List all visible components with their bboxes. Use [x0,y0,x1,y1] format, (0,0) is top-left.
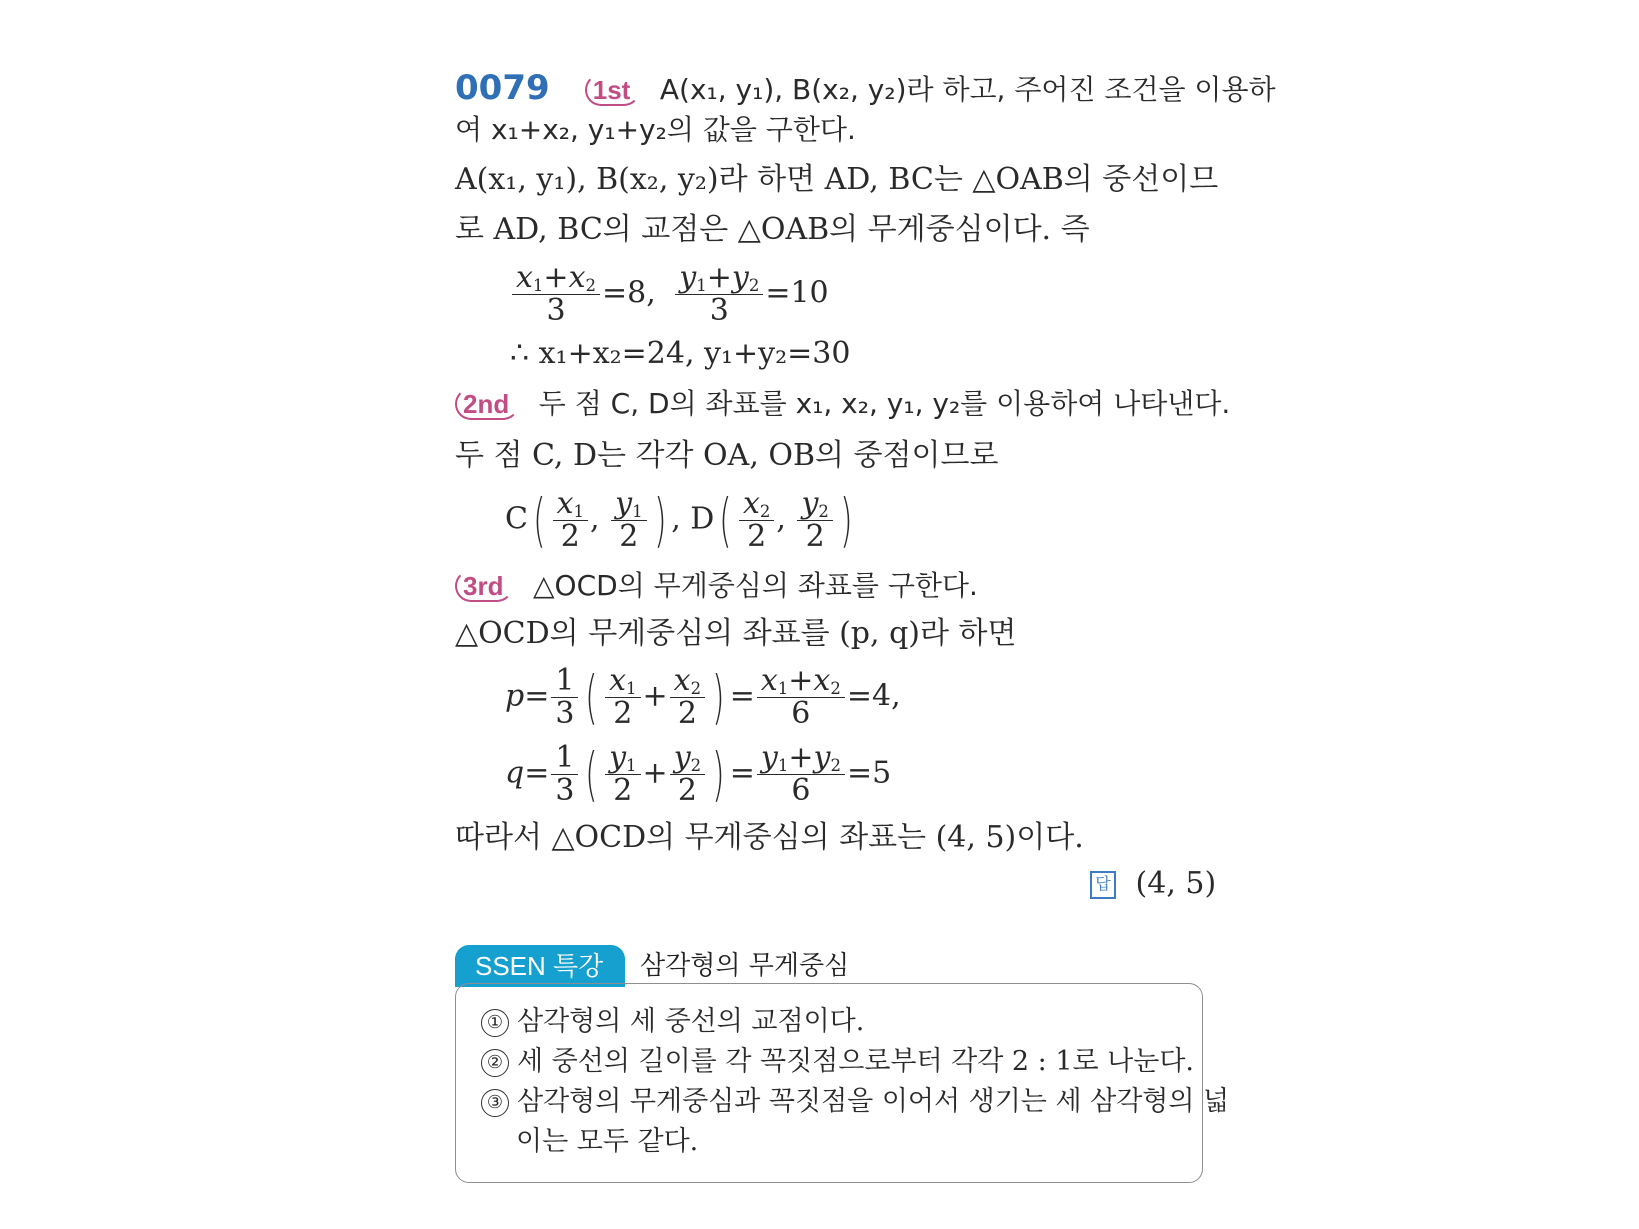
tip-item-2-text: 세 중선의 길이를 각 꼭짓점으로부터 각각 2 : 1로 나눈다. [517,1046,1194,1077]
step-3-row [455,566,978,606]
problem-header [455,68,1276,110]
tip-item-3-cont: 이는 모두 같다. [516,1126,699,1157]
equation-q: q= $\frac{1}{3}$ ( $\frac{y_1}{2}$ + $\frac{y_2}{2}$ ) = $\frac{y_1+y_2}{6}$ =5 [505,740,892,809]
step-3-text: △OCD의 무게중심의 좌표를 구한다. [533,569,978,602]
tip-item-3-text: 삼각형의 무게중심과 꼭짓점을 이어서 생기는 세 삼각형의 넓 [517,1086,1230,1117]
equation-p: p= $\frac{1}{3}$ ( $\frac{x_1}{2}$ + $\frac{x_2}{2}$ ) = $\frac{x_1+x_2}{6}$ =4, [505,663,901,732]
tip-marker-3: ③ [481,1089,509,1117]
tip-item-1 [481,1002,864,1042]
tip-box [455,983,1230,1183]
equation-centroid: $\frac{x_1+x_2}{3}$ =8, $\frac{y_1+y_2}{3}$ =10 [510,262,829,327]
conclusion: 따라서 △OCD의 무게중심의 좌표는 (4, 5)이다. [455,820,1084,855]
equation-midpoints: C( $\frac{x_1}{2}$ , $\frac{y_1}{2}$ ) , D( $\frac{x_2}{2}$ , $\frac{y_2}{2}$ ) [505,486,853,555]
ssen-tab: SSEN 특강 [455,945,625,987]
answer-row [1090,864,1216,904]
tip-item-2 [481,1042,1194,1082]
equation-sums: ∴ x₁+x₂=24, y₁+y₂=30 [510,336,851,371]
step-3-badge: 3rd [455,570,513,602]
para-1-line-1: A(x₁, y₁), B(x₂, y₂)라 하면 AD, BC는 △OAB의 중선이므 [455,162,1219,197]
tip-title: 삼각형의 무게중심 [640,951,850,981]
tip-marker-1: ① [481,1009,509,1037]
tip-item-3 [481,1082,1229,1122]
step-2-badge: 2nd [455,388,519,420]
tip-marker-2: ② [481,1049,509,1077]
answer-value: (4, 5) [1135,866,1217,901]
para-1-line-2: 로 AD, BC의 교점은 △OAB의 무게중심이다. 즉 [455,212,1090,247]
tip-item-1-text: 삼각형의 세 중선의 교점이다. [517,1006,865,1037]
problem-number: 0079 [455,68,550,108]
para-2: 두 점 C, D는 각각 OA, OB의 중점이므로 [455,438,999,473]
step-2-row [455,384,1230,424]
step-2-text: 두 점 C, D의 좌표를 x₁, x₂, y₁, y₂를 이용하여 나타낸다. [538,387,1231,420]
step-1-text: A(x₁, y₁), B(x₂, y₂)라 하고, 주어진 조건을 이용하 [659,73,1276,106]
para-3: △OCD의 무게중심의 좌표를 (p, q)라 하면 [455,616,1017,651]
step-1-text-cont: 여 x₁+x₂, y₁+y₂의 값을 구한다. [455,113,856,146]
answer-icon: 답 [1090,871,1116,899]
step-1-badge: 1st [585,74,641,106]
